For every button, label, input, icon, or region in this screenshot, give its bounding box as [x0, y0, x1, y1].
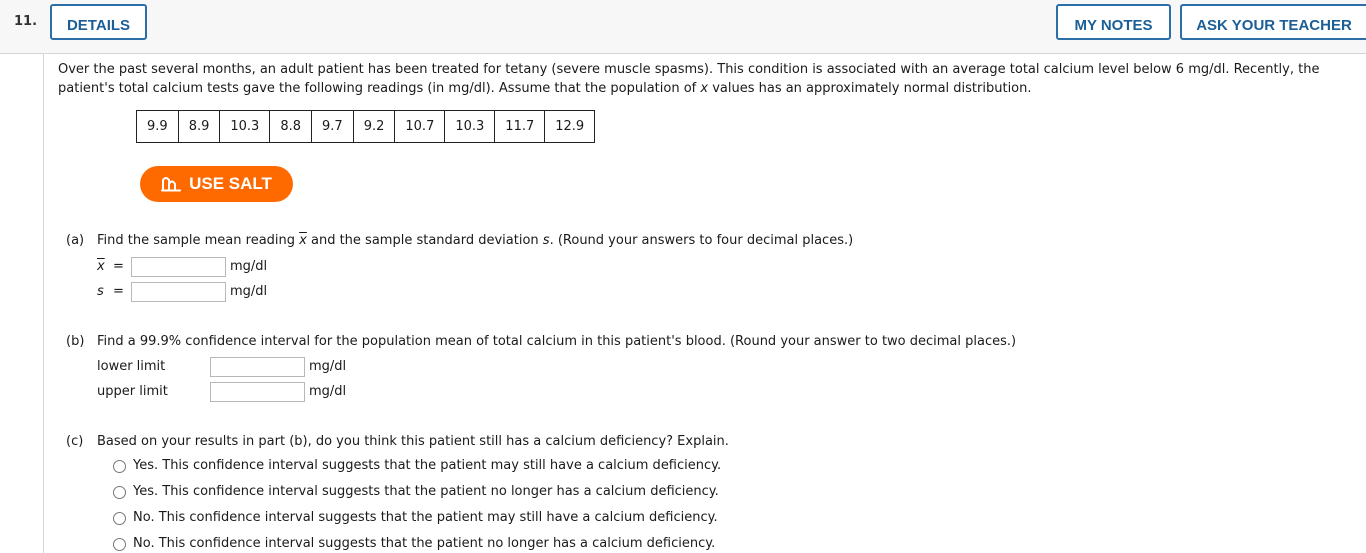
reading-cell: 9.7: [312, 111, 354, 143]
mean-equals: =: [113, 259, 124, 274]
option-3-radio[interactable]: [113, 512, 126, 525]
left-gutter-divider: [43, 53, 44, 553]
question-header: [0, 0, 1366, 54]
sd-symbol: s: [97, 284, 104, 299]
part-a-question: [0, 233, 1366, 253]
upper-limit-unit: mg/dl: [309, 384, 347, 399]
use-salt-label: USE SALT: [189, 174, 272, 193]
upper-limit-input[interactable]: [210, 382, 305, 402]
option-4-label[interactable]: No. This confidence interval suggests that the patient no longer has a calcium deficiency.: [133, 536, 716, 551]
my-notes-button[interactable]: MY NOTES: [1056, 4, 1171, 40]
reading-cell: 11.7: [495, 111, 545, 143]
option-1-radio[interactable]: [113, 460, 126, 473]
part-a-text: Find the sample mean reading $\overline{x}$ and the sample standard deviation s. (Round your answers to four decimal places.): [97, 233, 854, 248]
question-number: 11.: [14, 14, 38, 29]
lower-limit-label: lower limit: [97, 359, 166, 374]
details-button[interactable]: DETAILS: [50, 4, 147, 40]
part-c-text: Based on your results in part (b), do you think this patient still has a calcium deficiency? Explain.: [97, 434, 729, 449]
mean-symbol: $\overline{x}$: [97, 259, 105, 274]
sample-sd-input[interactable]: [131, 282, 226, 302]
option-1-label[interactable]: Yes. This confidence interval suggests that the patient may still have a calcium deficiency.: [133, 458, 722, 473]
mean-unit: mg/dl: [230, 259, 268, 274]
reading-cell: 10.3: [220, 111, 270, 143]
sd-equals: =: [113, 284, 124, 299]
reading-cell: 10.3: [445, 111, 495, 143]
reading-cell: 8.8: [270, 111, 312, 143]
reading-cell: 9.9: [137, 111, 179, 143]
question-intro: [58, 60, 1348, 98]
intro-line-1: Over the past several months, an adult patient has been treated for tetany (severe muscle spasms). This condition is associated with an average total calcium level below 6 mg/dl. Recently, the: [58, 62, 1320, 77]
use-salt-button[interactable]: [140, 166, 293, 202]
part-c-question: [0, 434, 1366, 454]
part-a-label: (a): [66, 233, 85, 248]
intro-line-2: patient's total calcium tests gave the following readings (in mg/dl). Assume that the population of x values has an approximately normal distribution.: [58, 81, 1032, 96]
option-4-radio[interactable]: [113, 538, 126, 551]
upper-limit-label: upper limit: [97, 384, 168, 399]
reading-cell: 12.9: [545, 111, 595, 143]
part-b-question: [0, 334, 1366, 354]
part-b-text: Find a 99.9% confidence interval for the population mean of total calcium in this patient's blood. (Round your answer to two decimal places.): [97, 334, 1017, 349]
lower-limit-input[interactable]: [210, 357, 305, 377]
option-2-radio[interactable]: [113, 486, 126, 499]
sd-unit: mg/dl: [230, 284, 268, 299]
reading-cell: 8.9: [178, 111, 220, 143]
part-b-label: (b): [66, 334, 85, 349]
part-c-label: (c): [66, 434, 84, 449]
readings-row: [137, 111, 595, 143]
reading-cell: 10.7: [395, 111, 445, 143]
lower-limit-unit: mg/dl: [309, 359, 347, 374]
ask-your-teacher-button[interactable]: ASK YOUR TEACHER: [1180, 4, 1366, 40]
sample-mean-input[interactable]: [131, 257, 226, 277]
reading-cell: 9.2: [353, 111, 395, 143]
salt-chart-icon: [161, 176, 181, 192]
option-3-label[interactable]: No. This confidence interval suggests that the patient may still have a calcium deficiency.: [133, 510, 718, 525]
readings-table: [136, 110, 595, 143]
option-2-label[interactable]: Yes. This confidence interval suggests that the patient no longer has a calcium deficiency.: [133, 484, 719, 499]
